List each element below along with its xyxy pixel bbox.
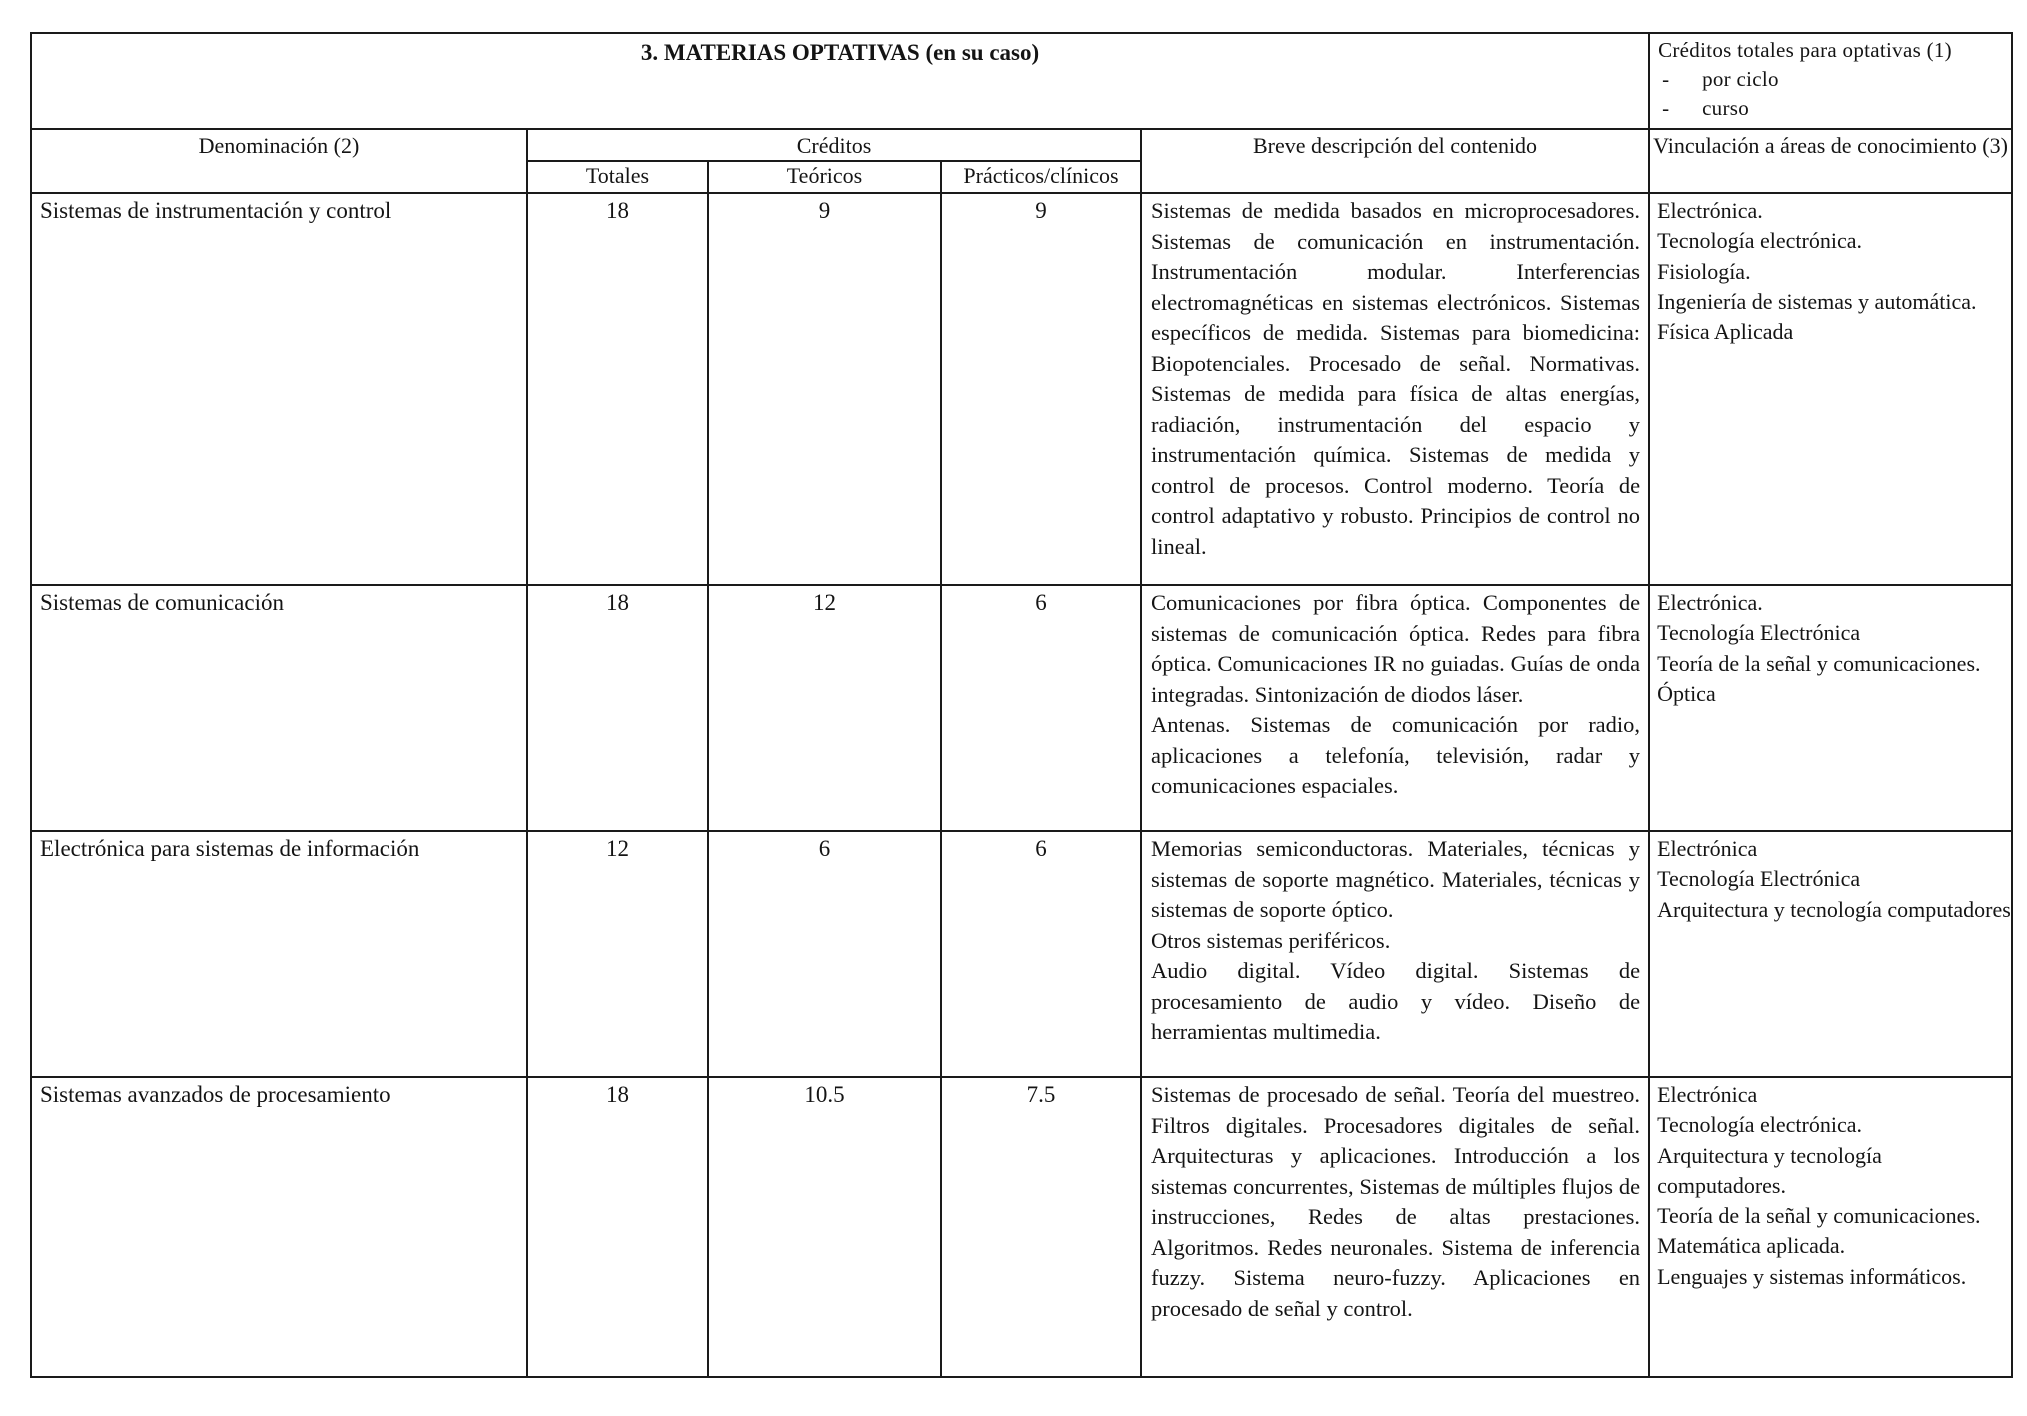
credits-totales: 18 [527,585,708,831]
credits-practicos: 6 [941,831,1141,1077]
area-item: Arquitectura y tecnología computadores. [1657,1142,1882,1198]
subject-description [1141,831,1649,1077]
area-item: Física Aplicada [1657,319,1794,345]
description-paragraph: Sistemas de procesado de señal. Teoría del muestreo. Filtros digitales. Procesadores digitales de señal. Arquitecturas y aplicaciones. Introducción a los sistemas concurrentes, Sistemas de múltiples flujos de instrucciones, Redes de altas prestaciones. Algoritmos. Redes neuronales. Sistema de inferencia fuzzy. Sistema neuro-fuzzy. Aplicaciones en procesado de señal y control. [1151,1082,1641,1321]
area-item: Ingeniería de sistemas y automática. [1657,288,1977,314]
header-creditos: Créditos [527,129,1141,161]
table-row [31,831,2012,1077]
subject-description [1141,585,1649,831]
subject-description [1141,193,1649,585]
area-item: Tecnología electrónica. [1657,228,1862,254]
area-item: Fisiología. [1657,258,1751,284]
area-item: Teoría de la señal y comunicaciones. [1657,1203,1981,1229]
credit-totals-item: - curso [1662,96,1750,120]
area-item: Electrónica. [1657,590,1763,615]
credit-totals-item: - por ciclo [1662,67,1779,91]
area-item: Tecnología electrónica. [1657,1112,1862,1138]
knowledge-areas [1649,831,2012,1077]
credits-practicos: 9 [941,193,1141,585]
optativas-table [30,32,2013,1378]
header-vinculacion: Vinculación a áreas de conocimiento (3) [1649,129,2012,193]
credits-totales: 18 [527,1077,708,1377]
description-paragraph: Audio digital. Vídeo digital. Sistemas de procesamiento de audio y vídeo. Diseño de herramientas multimedia. [1151,958,1641,1044]
subject-name: Electrónica para sistemas de información [31,831,527,1077]
knowledge-areas [1649,585,2012,831]
description-paragraph: Sistemas de medida basados en microprocesadores. Sistemas de comunicación en instrumentación. Instrumentación modular. Interferencias electromagnéticas en sistemas electrónicos. Sistemas específicos de medida. Sistemas para biomedicina: Biopotenciales. Procesado de señal. Normativas. Sistemas de medida para física de altas energías, radiación, instrumentación del espacio y instrumentación química. Sistemas de medida y control de procesos. Control moderno. Teoría de control adaptativo y robusto. Principios de control no lineal. [1151,198,1641,559]
description-paragraph: Otros sistemas periféricos. [1151,927,1391,953]
description-paragraph: Antenas. Sistemas de comunicación por radio, aplicaciones a telefonía, televisión, radar y comunicaciones espaciales. [1151,712,1641,798]
area-item: Electrónica [1657,1082,1758,1107]
area-item: Tecnología Electrónica [1657,620,1861,646]
subject-name: Sistemas de comunicación [31,585,527,831]
header-teoricos: Teóricos [708,161,941,193]
table-row [31,193,2012,585]
subject-name: Sistemas avanzados de procesamiento [31,1077,527,1377]
area-item: Arquitectura y tecnología computadores [1657,896,2011,922]
knowledge-areas [1649,1077,2012,1377]
credits-practicos: 6 [941,585,1141,831]
area-item: Tecnología Electrónica [1657,866,1861,892]
table-row [31,585,2012,831]
credits-practicos: 7.5 [941,1077,1141,1377]
knowledge-areas [1649,193,2012,585]
area-item: Electrónica [1657,836,1758,861]
header-denominacion: Denominación (2) [31,129,527,193]
header-descripcion: Breve descripción del contenido [1141,129,1649,193]
subject-description [1141,1077,1649,1377]
table-row [31,1077,2012,1377]
credits-teoricos: 9 [708,193,941,585]
area-item: Óptica [1657,680,1716,706]
description-paragraph: Comunicaciones por fibra óptica. Componentes de sistemas de comunicación óptica. Redes para fibra óptica. Comunicaciones IR no guiadas. Guías de onda integradas. Sintonización de diodos láser. [1151,590,1641,707]
header-practicos: Prácticos/clínicos [941,161,1141,193]
credits-teoricos: 12 [708,585,941,831]
credits-totales: 12 [527,831,708,1077]
credits-totales: 18 [527,193,708,585]
credits-teoricos: 6 [708,831,941,1077]
description-paragraph: Memorias semiconductoras. Materiales, técnicas y sistemas de soporte magnético. Materiales, técnicas y sistemas de soporte óptico. [1151,836,1641,922]
header-totales: Totales [527,161,708,193]
subject-name: Sistemas de instrumentación y control [31,193,527,585]
credits-teoricos: 10.5 [708,1077,941,1377]
area-item: Lenguajes y sistemas informáticos. [1657,1263,1967,1289]
area-item: Teoría de la señal y comunicaciones. [1657,650,1981,676]
area-item: Electrónica. [1657,198,1763,223]
credit-totals-box [1649,33,2012,129]
area-item: Matemática aplicada. [1657,1233,1846,1259]
credit-totals-label: Créditos totales para optativas (1) [1658,38,1952,62]
section-title: 3. MATERIAS OPTATIVAS (en su caso) [31,33,1649,129]
